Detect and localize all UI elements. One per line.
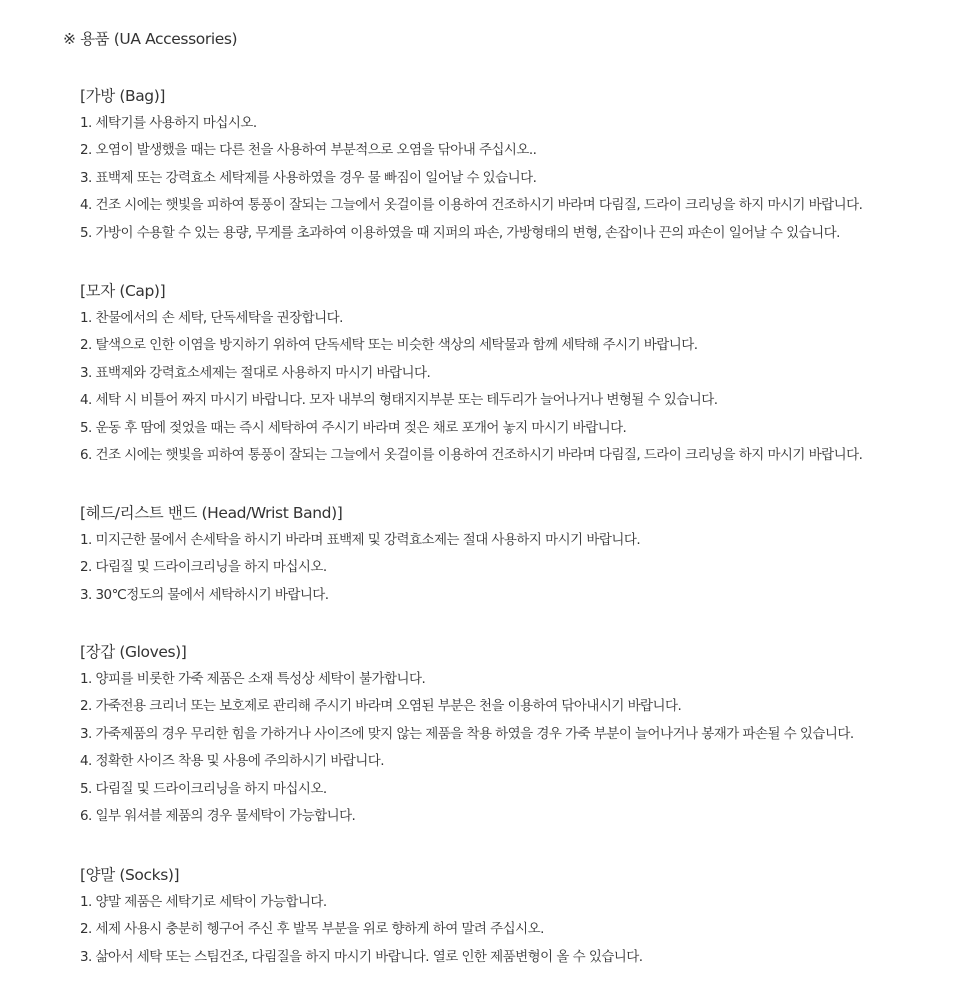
list-item: 1. 미지근한 물에서 손세탁을 하시기 바라며 표백제 및 강력효소제는 절대 사용하지 마시기 바랍니다.: [80, 532, 641, 548]
list-item: 1. 세탁기를 사용하지 마십시오.: [80, 115, 257, 131]
list-item: 5. 다림질 및 드라이크리닝을 하지 마십시오.: [80, 780, 327, 797]
list-item: 1. 찬물에서의 손 세탁, 단독세탁을 권장합니다.: [80, 310, 343, 326]
list-item: 3. 가죽제품의 경우 무리한 힘을 가하거나 사이즈에 맞지 않는 제품을 착용 하였을 경우 가죽 부분이 늘어나거나 봉재가 파손될 수 있습니다.: [80, 725, 854, 742]
list-item: 4. 세탁 시 비틀어 짜지 마시기 바랍니다. 모자 내부의 형태지지부분 또는 테두리가 늘어나거나 변형될 수 있습니다.: [80, 392, 718, 409]
list-item: 4. 건조 시에는 햇빛을 피하여 통풍이 잘되는 그늘에서 옷걸이를 이용하여 건조하시기 바라며 다림질, 드라이 크리닝을 하지 마시기 바랍니다.: [80, 197, 863, 214]
list-item: 4. 정확한 사이즈 착용 및 사용에 주의하시기 바랍니다.: [80, 753, 385, 770]
list-item: 2. 다림질 및 드라이크리닝을 하지 마십시오.: [80, 559, 327, 576]
list-item: 6. 건조 시에는 햇빛을 피하여 통풍이 잘되는 그늘에서 옷걸이를 이용하여 건조하시기 바라며 다림질, 드라이 크리닝을 하지 마시기 바랍니다.: [80, 446, 863, 463]
list-item: 2. 오염이 발생했을 때는 다른 천을 사용하여 부분적으로 오염을 닦아내 주십시오..: [80, 142, 537, 159]
list-item: 3. 30℃정도의 물에서 세탁하시기 바랍니다.: [80, 586, 329, 603]
list-item: 1. 양말 제품은 세탁기로 세탁이 가능합니다.: [80, 894, 327, 910]
list-item: 1. 양피를 비롯한 가죽 제품은 소재 특성상 세탁이 불가합니다.: [80, 671, 426, 687]
list-item: 3. 표백제 또는 강력효소 세탁제를 사용하였을 경우 물 빠짐이 일어날 수 있습니다.: [80, 169, 537, 186]
section-heading-band: [헤드/리스트 밴드 (Head/Wrist Band)]: [80, 504, 343, 522]
list-item: 2. 세제 사용시 충분히 헹구어 주신 후 발목 부분을 위로 향하게 하여 말려 주십시오.: [80, 921, 544, 938]
section-gloves: [80, 641, 940, 833]
section-bag: [80, 85, 940, 250]
section-heading-socks: [양말 (Socks)]: [80, 866, 180, 884]
section-socks: [80, 864, 940, 974]
list-item: 5. 가방이 수용할 수 있는 용량, 무게를 초과하여 이용하였을 때 지퍼의 파손, 가방형태의 변형, 손잡이나 끈의 파손이 일어날 수 있습니다.: [80, 224, 840, 241]
section-heading-bag: [가방 (Bag)]: [80, 87, 166, 105]
page-title: ※ 용품 (UA Accessories): [63, 30, 238, 48]
list-item: 6. 일부 워셔블 제품의 경우 물세탁이 가능합니다.: [80, 807, 356, 824]
section-heading-cap: [모자 (Cap)]: [80, 282, 166, 300]
list-item: 2. 가죽전용 크리너 또는 보호제로 관리해 주시기 바라며 오염된 부분은 천을 이용하여 닦아내시기 바랍니다.: [80, 698, 682, 715]
list-item: 3. 표백제와 강력효소세제는 절대로 사용하지 마시기 바랍니다.: [80, 364, 431, 381]
list-item: 5. 운동 후 땀에 젖었을 때는 즉시 세탁하여 주시기 바라며 젖은 채로 포개어 놓지 마시기 바랍니다.: [80, 419, 627, 436]
section-cap: [80, 280, 940, 472]
list-item: 2. 탈색으로 인한 이염을 방지하기 위하여 단독세탁 또는 비슷한 색상의 세탁물과 함께 세탁해 주시기 바랍니다.: [80, 337, 698, 354]
list-item: 3. 삶아서 세탁 또는 스팀건조, 다림질을 하지 마시기 바랍니다. 열로 인한 제품변형이 올 수 있습니다.: [80, 948, 643, 965]
section-heading-gloves: [장갑 (Gloves)]: [80, 643, 187, 661]
section-head-wrist-band: [80, 502, 940, 612]
